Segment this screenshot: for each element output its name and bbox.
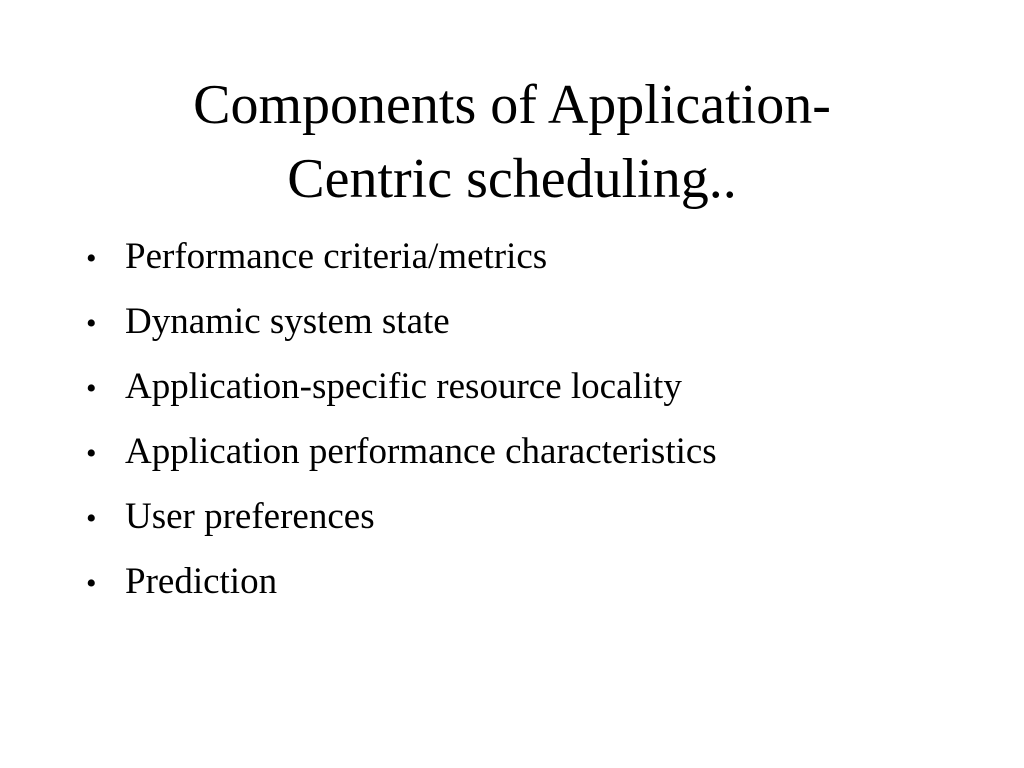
bullet-text: Prediction (125, 561, 278, 602)
bullet-item (86, 426, 717, 491)
slide-title-line-1: Components of Application- (193, 74, 831, 136)
bullet-text: Performance criteria/metrics (125, 236, 548, 277)
slide-title-line-2: Centric scheduling.. (287, 148, 737, 210)
bullet-icon: • (86, 242, 97, 275)
bullet-text: Application performance characteristics (125, 431, 717, 472)
bullet-text: Application-specific resource locality (125, 366, 682, 407)
slide-title (0, 68, 1024, 216)
bullet-icon: • (86, 372, 97, 405)
bullet-icon: • (86, 567, 97, 600)
bullet-icon: • (86, 502, 97, 535)
bullet-item (86, 491, 717, 556)
bullet-item (86, 296, 717, 361)
bullet-icon: • (86, 437, 97, 470)
bullet-item (86, 361, 717, 426)
bullet-item (86, 556, 717, 621)
bullet-text: Dynamic system state (125, 301, 450, 342)
bullet-text: User preferences (125, 496, 375, 537)
bullet-icon: • (86, 307, 97, 340)
bullet-item (86, 231, 717, 296)
bullet-list (86, 231, 717, 621)
